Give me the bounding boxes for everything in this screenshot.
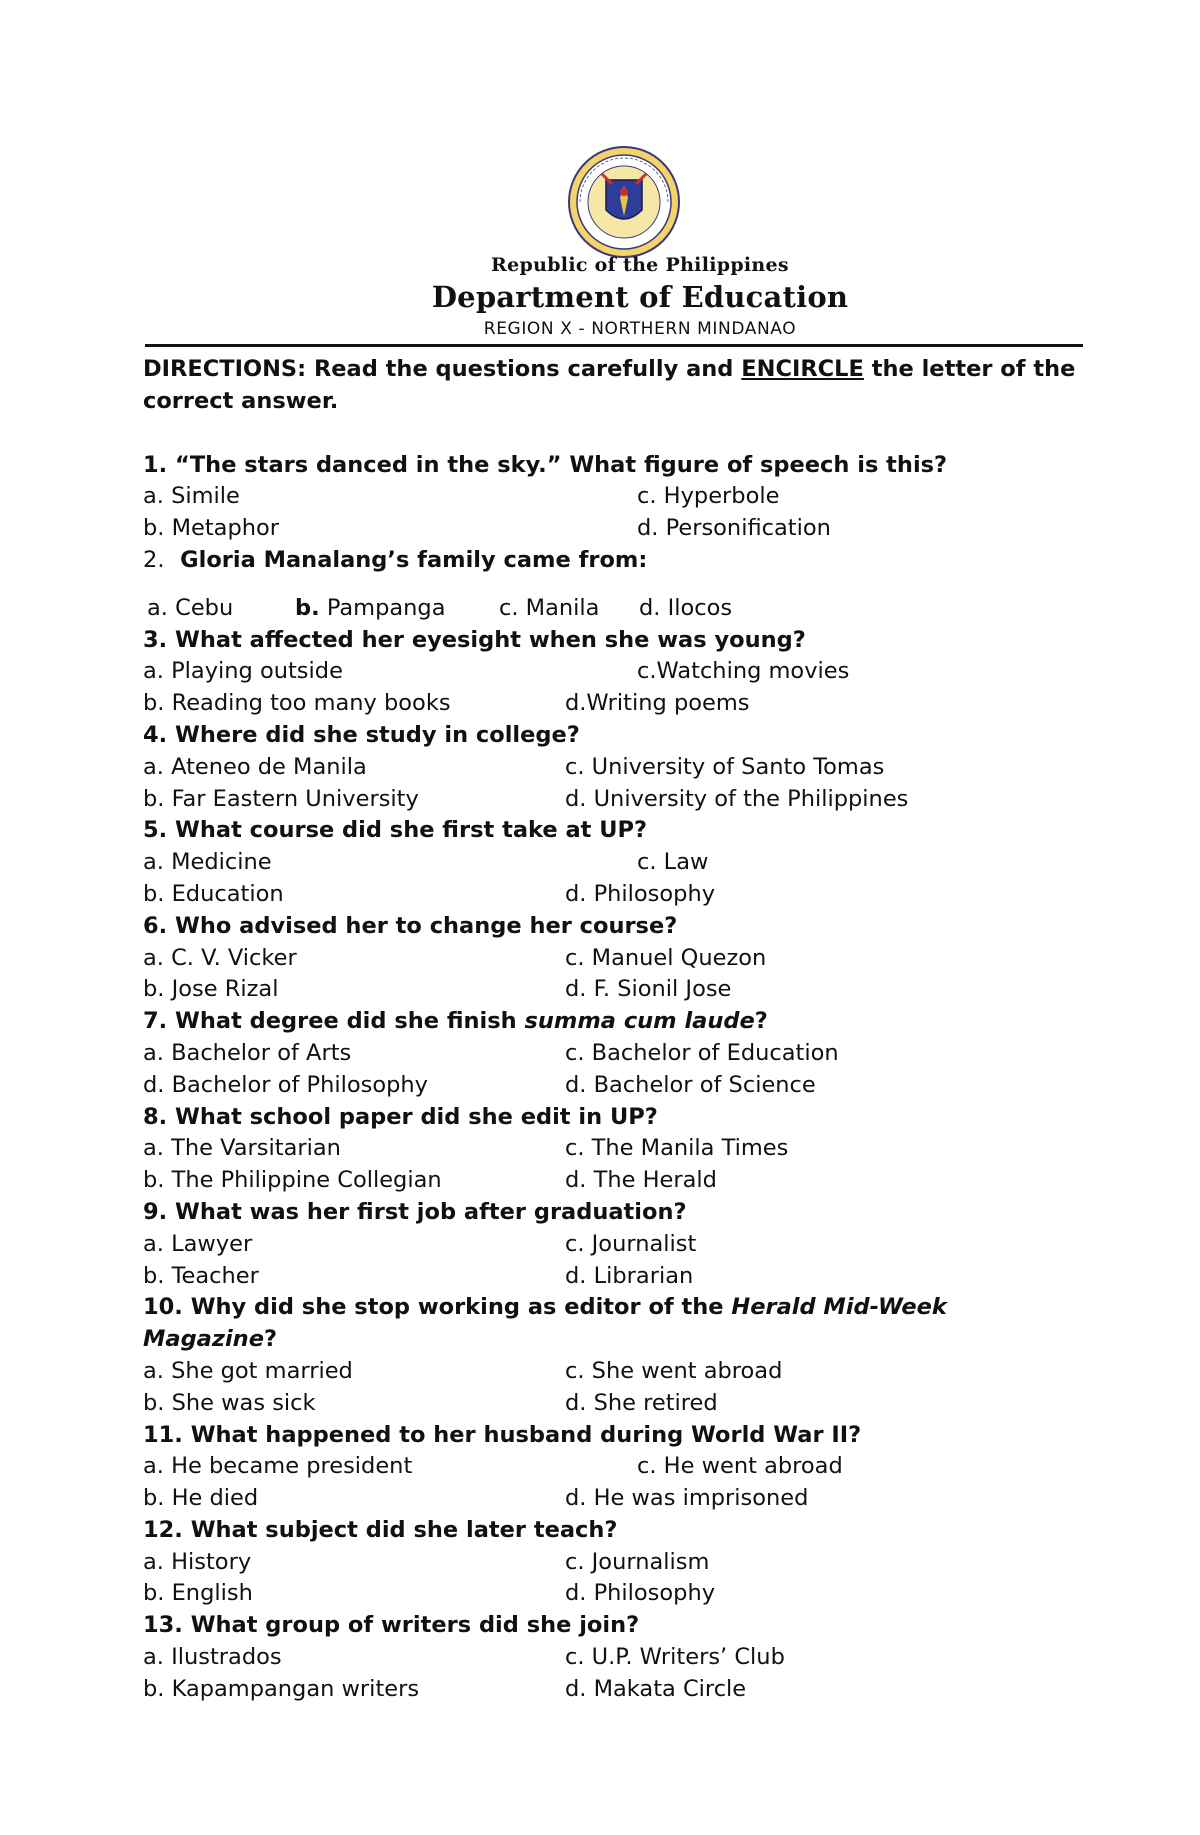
choice-a[interactable]: a. Simile xyxy=(143,483,240,510)
choice-row xyxy=(143,879,1103,911)
choice-d[interactable]: d. F. Sionil Jose xyxy=(565,976,732,1003)
choice-d[interactable]: d. Philosophy xyxy=(565,1580,716,1607)
choice-d[interactable]: d. Philosophy xyxy=(565,880,716,907)
deped-seal-icon xyxy=(566,144,682,260)
directions-emphasis: ENCIRCLE xyxy=(741,356,864,382)
choice-d[interactable]: d. Librarian xyxy=(565,1262,694,1289)
choice-b[interactable]: b. Metaphor xyxy=(143,515,280,542)
choice-row xyxy=(143,1451,1103,1483)
choice-row xyxy=(143,1483,1103,1515)
choice-b[interactable]: b. The Philippine Collegian xyxy=(143,1167,442,1194)
choice-c[interactable]: c. The Manila Times xyxy=(565,1135,789,1162)
header-divider xyxy=(145,344,1083,347)
choice-row xyxy=(143,1388,1103,1420)
choice-row xyxy=(143,943,1103,975)
question-8: 8. What school paper did she edit in UP? xyxy=(143,1103,658,1130)
choice-row xyxy=(143,1356,1103,1388)
question-12: 12. What subject did she later teach? xyxy=(143,1516,618,1543)
choice-a[interactable]: a. Ilustrados xyxy=(143,1644,282,1671)
choice-row xyxy=(143,784,1103,816)
choice-d[interactable]: d. The Herald xyxy=(565,1167,717,1194)
choice-c[interactable]: c. Manuel Quezon xyxy=(565,944,767,971)
choice-c[interactable]: c. Journalist xyxy=(565,1230,697,1257)
choice-row xyxy=(143,1642,1103,1674)
choice-d[interactable]: d. She retired xyxy=(565,1389,718,1416)
choice-a[interactable]: a. Lawyer xyxy=(143,1230,253,1257)
worksheet-body xyxy=(143,354,1103,1706)
choice-row xyxy=(143,1133,1103,1165)
choice-b[interactable]: b. Far Eastern University xyxy=(143,785,419,812)
choice-a[interactable]: a. Cebu xyxy=(147,594,234,621)
choice-b[interactable]: b. English xyxy=(143,1580,253,1607)
choice-c[interactable]: c. University of Santo Tomas xyxy=(565,753,885,780)
choice-row xyxy=(143,513,1103,545)
choice-b[interactable]: b. Pampanga xyxy=(295,594,446,621)
choice-row xyxy=(143,752,1103,784)
choice-a[interactable]: a. Medicine xyxy=(143,849,272,876)
choice-a[interactable]: a. He became president xyxy=(143,1453,413,1480)
question-3: 3. What affected her eyesight when she was young? xyxy=(143,626,806,653)
choice-d[interactable]: d. Personification xyxy=(637,515,831,542)
choice-row xyxy=(143,688,1103,720)
choice-row xyxy=(143,656,1103,688)
choice-b[interactable]: b. Jose Rizal xyxy=(143,976,279,1003)
choice-row xyxy=(143,1547,1103,1579)
choice-a[interactable]: a. The Varsitarian xyxy=(143,1135,341,1162)
choice-b[interactable]: b. Kapampangan writers xyxy=(143,1675,420,1702)
choice-c[interactable]: c.Watching movies xyxy=(637,658,850,685)
choice-b[interactable]: b. She was sick xyxy=(143,1389,316,1416)
choice-d[interactable]: d. Ilocos xyxy=(639,594,733,621)
choice-c[interactable]: c. Bachelor of Education xyxy=(565,1039,839,1066)
choice-d[interactable]: d. University of the Philippines xyxy=(565,785,909,812)
choice-row xyxy=(143,481,1103,513)
republic-title: Republic of the Philippines xyxy=(491,254,789,276)
choice-a[interactable]: a. Bachelor of Arts xyxy=(143,1039,352,1066)
question-7: 7. What degree did she finish summa cum laude? xyxy=(143,1008,768,1035)
choice-c[interactable]: c. Law xyxy=(637,849,709,876)
choice-d[interactable]: d.Writing poems xyxy=(565,690,750,717)
choice-a[interactable]: a. Playing outside xyxy=(143,658,343,685)
choice-c[interactable]: c. Hyperbole xyxy=(637,483,780,510)
choice-b[interactable]: b. Reading too many books xyxy=(143,690,451,717)
region-title: REGION X - NORTHERN MINDANAO xyxy=(483,319,797,339)
question-2: 2. Gloria Manalang’s family came from: xyxy=(143,546,648,573)
question-10-continued: Magazine? xyxy=(143,1326,278,1353)
choice-b[interactable]: b. Education xyxy=(143,880,284,907)
question-6: 6. Who advised her to change her course? xyxy=(143,912,678,939)
choice-b[interactable]: b. Teacher xyxy=(143,1262,259,1289)
question-11: 11. What happened to her husband during World War II? xyxy=(143,1421,862,1448)
choice-a[interactable]: a. She got married xyxy=(143,1357,353,1384)
choice-c[interactable]: c. Journalism xyxy=(565,1548,710,1575)
question-1: 1. “The stars danced in the sky.” What figure of speech is this? xyxy=(143,451,948,478)
question-10: 10. Why did she stop working as editor of the Herald Mid-Week xyxy=(143,1294,947,1321)
choice-d[interactable]: d. Bachelor of Science xyxy=(565,1071,816,1098)
choice-row xyxy=(143,1070,1103,1102)
directions: DIRECTIONS: Read the questions carefully and ENCIRCLE the letter of the correct answer. xyxy=(143,356,1076,414)
choice-row xyxy=(143,847,1103,879)
choice-a[interactable]: a. History xyxy=(143,1548,252,1575)
question-13: 13. What group of writers did she join? xyxy=(143,1612,640,1639)
choice-row-inline xyxy=(143,577,1103,625)
question-5: 5. What course did she first take at UP? xyxy=(143,817,648,844)
choice-c[interactable]: c. Manila xyxy=(499,594,600,621)
choice-a[interactable]: a. C. V. Vicker xyxy=(143,944,297,971)
question-9: 9. What was her first job after graduation? xyxy=(143,1198,687,1225)
choice-b[interactable]: b. He died xyxy=(143,1485,259,1512)
question-4: 4. Where did she study in college? xyxy=(143,721,580,748)
choice-row xyxy=(143,1229,1103,1261)
choice-d[interactable]: d. He was imprisoned xyxy=(565,1485,809,1512)
choice-b[interactable]: d. Bachelor of Philosophy xyxy=(143,1071,428,1098)
choice-a[interactable]: a. Ateneo de Manila xyxy=(143,753,367,780)
choice-row xyxy=(143,1165,1103,1197)
choice-row xyxy=(143,1578,1103,1610)
department-title: Department of Education xyxy=(431,280,849,314)
choice-c[interactable]: c. He went abroad xyxy=(637,1453,843,1480)
choice-row xyxy=(143,1261,1103,1293)
choice-c[interactable]: c. U.P. Writers’ Club xyxy=(565,1644,785,1671)
choice-row xyxy=(143,1674,1103,1706)
choice-d[interactable]: d. Makata Circle xyxy=(565,1675,747,1702)
choice-row xyxy=(143,974,1103,1006)
choice-c[interactable]: c. She went abroad xyxy=(565,1357,783,1384)
choice-row xyxy=(143,1038,1103,1070)
